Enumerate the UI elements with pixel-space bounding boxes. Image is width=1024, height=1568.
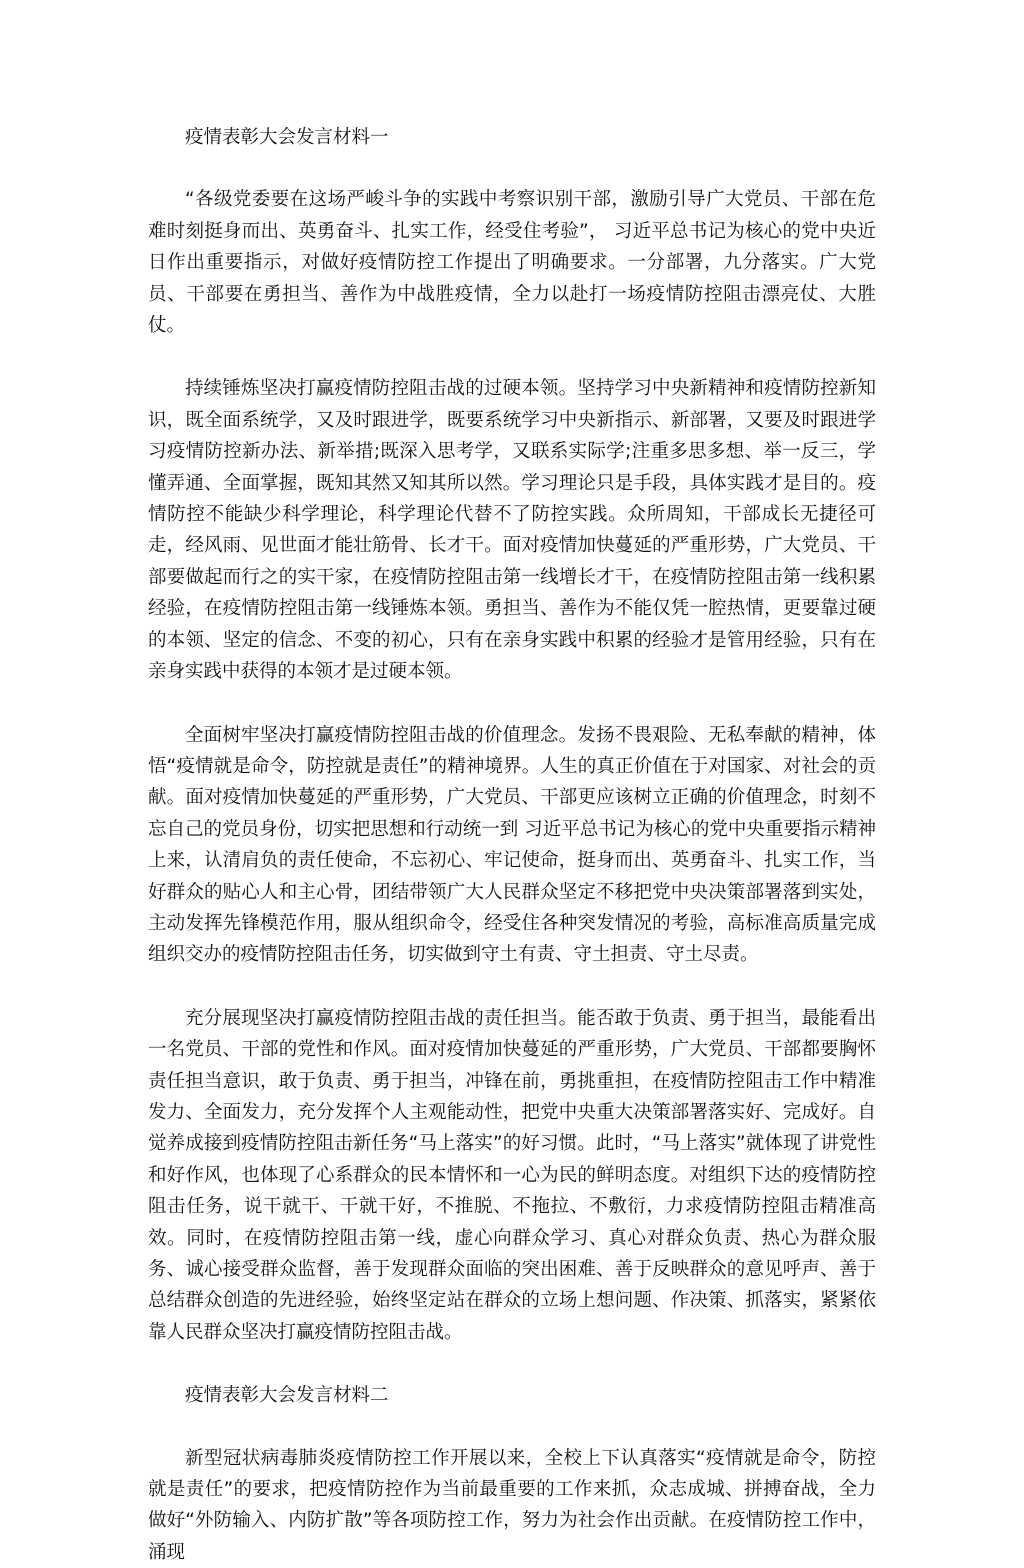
section-1-paragraph-3: 全面树牢坚决打赢疫情防控阻击战的价值理念。发扬不畏艰险、无私奉献的精神，体悟“疫情就是命令，防控就是责任”的精神境界。人生的真正价值在于对国家、对社会的贡献。面对疫情加快蔓延的严重形势，广大党员、干部更应该树立正确的价值理念，时刻不忘自己的党员身份，切实把思想和行动统一到 习近平总书记为核心的党中央重要指示精神上来，认清肩负的责任使命，不忘初心、牢记使命，挺身而出、英勇奋斗、扎实工作，当好群众的贴心人和主心骨，团结带领广大人民群众坚定不移把党中央决策部署落到实处，主动发挥先锋模范作用，服从组织命令，经受住各种突发情况的考验，高标准高质量完成组织交办的疫情防控阻击任务，切实做到守土有责、守土担责、守土尽责。 <box>148 724 876 966</box>
spacer <box>148 1412 876 1443</box>
spacer <box>148 341 876 373</box>
section-1-paragraph-2: 持续锤炼坚决打赢疫情防控阻击战的过硬本领。坚持学习中央新精神和疫情防控新知识，既全面系统学，又及时跟进学，既要系统学习中央新指示、新部署，又要及时跟进学习疫情防控新办法、新举措;既深入思考学，又联系实际学;注重多思多想、举一反三，学懂弄通、全面掌握，既知其然又知其所以然。学习理论只是手段，具体实践才是目的。疫情防控不能缺少科学理论，科学理论代替不了防控实践。众所周知，干部成长无捷径可走，经风雨、见世面才能壮筋骨、长才干。面对疫情加快蔓延的严重形势，广大党员、干部要做起而行之的实干家，在疫情防控阻击第一线增长才干，在疫情防控阻击第一线积累经验，在疫情防控阻击第一线锤炼本领。勇担当、善作为不能仅凭一腔热情，更要靠过硬的本领、坚定的信念、不变的初心，只有在亲身实践中积累的经验才是管用经验，只有在亲身实践中获得的本领才是过硬本领。 <box>148 378 876 683</box>
section-1-paragraph-4: 充分展现坚决打赢疫情防控阻击战的责任担当。能否敢于负责、勇于担当，最能看出一名党员、干部的党性和作风。面对疫情加快蔓延的严重形势，广大党员、干部都要胸怀责任担当意识，敢于负责、勇于担当，冲锋在前，勇挑重担，在疫情防控阻击工作中精准发力、全面发力，充分发挥个人主观能动性，把党中央重大决策部署落实好、完成好。自觉养成接到疫情防控阻击新任务“马上落实”的好习惯。此时，“马上落实”就体现了讲党性和好作风，也体现了心系群众的民本情怀和一心为民的鲜明态度。对组织下达的疫情防控阻击任务，说干就干、干就干好，不推脱、不拖拉、不敷衍，力求疫情防控阻击精准高效。同时，在疫情防控阻击第一线，虚心向群众学习、真心对群众负责、热心为群众服务、诚心接受群众监督，善于发现群众面临的突出困难、善于反映群众的意见呼声、善于总结群众创造的先进经验，始终坚定站在群众的立场上想问题、作决策、抓落实，紧紧依靠人民群众坚决打赢疫情防控阻击战。 <box>148 1007 876 1343</box>
spacer <box>148 971 876 1003</box>
spacer <box>148 1348 876 1380</box>
spacer <box>148 688 876 720</box>
document-body <box>148 122 876 1568</box>
section-2-heading: 疫情表彰大会发言材料二 <box>185 1385 389 1407</box>
section-2-paragraph-1: 新型冠状病毒肺炎疫情防控工作开展以来，全校上下认真落实“疫情就是命令，防控就是责任”的要求，把疫情防控作为当前最重要的工作来抓，众志成城、拼搏奋战，全力做好“外防输入、内防扩散”等各项防控工作，努力为社会作出贡献。在疫情防控工作中，涌现 <box>148 1447 876 1563</box>
section-1-paragraph-1: “各级党委要在这场严峻斗争的实践中考察识别干部，激励引导广大党员、干部在危难时刻挺身而出、英勇奋斗、扎实工作，经受住考验”， 习近平总书记为核心的党中央近日作出重要指示，对做好疫情防控工作提出了明确要求。一分部署，九分落实。广大党员、干部要在勇担当、善作为中战胜疫情，全力以赴打一场疫情防控阻击漂亮仗、大胜仗。 <box>148 189 876 337</box>
spacer <box>148 153 876 184</box>
section-1-heading: 疫情表彰大会发言材料一 <box>185 127 389 148</box>
